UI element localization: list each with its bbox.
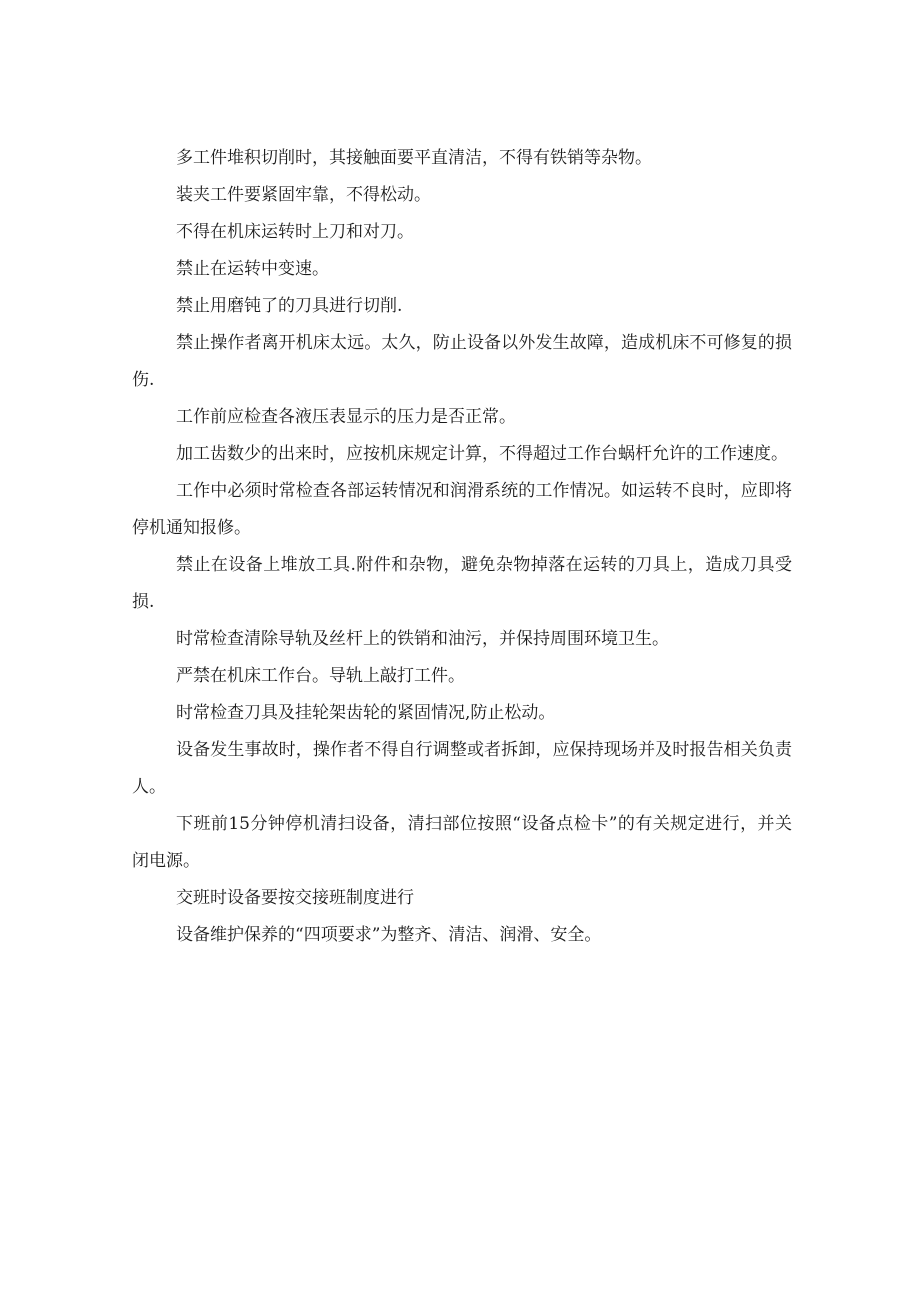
paragraph-7: 工作前应检查各液压表显示的压力是否正常。: [176, 407, 516, 427]
paragraph-17: 设备维护保养的“四项要求”为整齐、清洁、润滑、安全。: [176, 925, 602, 945]
paragraph-13: 时常检查刀具及挂轮架齿轮的紧固情况,防止松动。: [176, 703, 556, 723]
paragraph-15: 下班前15分钟停机清扫设备，清扫部位按照“设备点检卡”的有关规定进行，并关闭电源。: [132, 814, 792, 871]
paragraph-1: 多工件堆积切削时，其接触面要平直清洁，不得有铁销等杂物。: [176, 148, 652, 168]
paragraph-9: 工作中必须时常检查各部运转情况和润滑系统的工作情况。如运转不良时，应即将停机通知报修。: [132, 481, 792, 538]
paragraph-3: 不得在机床运转时上刀和对刀。: [176, 222, 414, 242]
paragraph-5: 禁止用磨钝了的刀具进行切削.: [176, 296, 403, 316]
document-body: [132, 140, 792, 954]
paragraph-6: 禁止操作者离开机床太远。太久，防止设备以外发生故障，造成机床不可修复的损伤.: [132, 333, 792, 390]
paragraph-16: 交班时设备要按交接班制度进行: [176, 888, 414, 908]
paragraph-11: 时常检查清除导轨及丝杆上的铁销和油污，并保持周围环境卫生。: [176, 629, 669, 649]
paragraph-14: 设备发生事故时，操作者不得自行调整或者拆卸，应保持现场并及时报告相关负责人。: [132, 740, 792, 797]
paragraph-2: 装夹工件要紧固牢靠，不得松动。: [176, 185, 431, 205]
paragraph-10: 禁止在设备上堆放工具.附件和杂物，避免杂物掉落在运转的刀具上，造成刀具受损.: [132, 555, 792, 612]
paragraph-4: 禁止在运转中变速。: [176, 259, 329, 279]
paragraph-8: 加工齿数少的出来时，应按机床规定计算，不得超过工作台蜗杆允许的工作速度。: [176, 444, 788, 464]
paragraph-12: 严禁在机床工作台。导轨上敲打工件。: [176, 666, 465, 686]
